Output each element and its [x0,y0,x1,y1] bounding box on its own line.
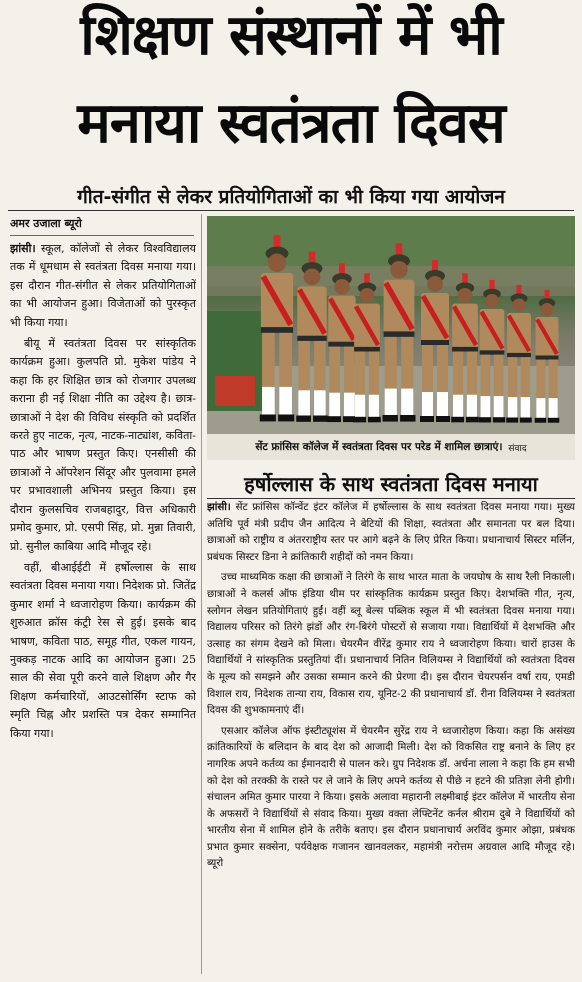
section-dateline: झांसी। [207,502,231,513]
section-paragraph-3: एसआर कॉलेज ऑफ इंस्टीट्यूशंस में चेयरमैन सुरेंद्र राय ने ध्वजारोहण किया। कहा कि असंख्य क्रांतिकारियों के बलिदान के बाद देश को आजादी मिली। देश को विकसित राष्ट्र बनाने के लिए हर नागरिक अपने कर्तव्य का ईमानदारी से पालन करे। ग्रुप निदेशक डॉ. अर्चना लाला ने कहा कि हम सभी को देश को तरक्की के रास्ते पर ले जाने के लिए अपने कर्तव्य से पीछे न हटने की प्रतिज्ञा लेनी होगी। संचालन अमित कुमार पारया ने किया। इसके अलावा महारानी लक्ष्मीबाई इंटर कॉलेज में भारतीय सेना के अफसरों ने विद्यार्थियों से संवाद किया। मुख्य वक्ता लेफ्टिनेंट कर्नल श्रीराम दुबे ने विद्यार्थियों को भारतीय सेना में शामिल होने के तरीके बताए। इस दौरान प्रधानाचार्य अरविंद कुमार ओझा, प्रबंधक प्रभात कुमार सक्सेना, पर्यवेक्षक गजानन खानवलकर, महामंत्री नरोत्तम अग्रवाल आदि मौजूद रहे। ब्यूरो [207,725,575,870]
left-paragraph-1 [10,240,196,332]
left-paragraph-2: बीयू में स्वतंत्रता दिवस पर सांस्कृतिक कार्यक्रम हुआ। कुलपति प्रो. मुकेश पांडेय ने कहा कि हर शिक्षित छात्र को रोजगार उपलब्ध कराना ही नई शिक्षा नीति का उद्देश्य है। छात्र-छात्राओं ने देश की विविध संस्कृति को प्रदर्शित करते हुए नाटक, नृत्य, नाटक-नाट्यांश, कविता-पाठ और भाषण प्रस्तुत किए। एनसीसी की छात्राओं ने ऑपरेशन सिंदूर और पुलवामा हमले पर प्रभावशाली अभिनय प्रस्तुत किया। इस दौरान कुलसचिव राजबहादुर, वित्त अधिकारी प्रमोद कुमार, प्रो. एसपी सिंह, प्रो. मुन्ना तिवारी, प्रो. सुनील काबिया आदि मौजूद रहे। [10,337,196,553]
byline: अमर उजाला ब्यूरो [10,217,82,230]
header-rule [8,210,574,211]
headline-line-1: शिक्षण संस्थानों में भी [80,3,502,68]
parade-photo [207,216,575,434]
left-paragraph-3: वहीं, बीआईईटी में हर्षोल्लास के साथ स्वतंत्रता दिवस मनाया गया। निदेशक प्रो. जितेंद्र कुमार शर्मा ने ध्वजारोहण किया। कार्यक्रम की शुरुआत क्रॉस कंट्री रेस से हुई। इसके बाद भाषण, कविता पाठ, समूह गीत, एकल गायन, नुक्कड़ नाटक आदि का आयोजन हुआ। 25 साल की सेवा पूरी करने वाले शिक्षण और गैर शिक्षण कर्मचारियों, आउटसोर्सिंग स्टाफ को स्मृति चिह्न और प्रशस्ति पत्र देकर सम्मानित किया गया। [10,560,196,740]
section-heading: हर्षोल्लास के साथ स्वतंत्रता दिवस मनाया [244,472,538,496]
section-paragraph-1-text: सेंट फ्रांसिस कॉन्वेंट इंटर कॉलेज में हर्षोल्लास के साथ स्वतंत्रता दिवस मनाया गया। मुख्य अतिथि पूर्व मंत्री प्रदीप जैन आदित्य ने बेटियों की शिक्षा, स्वतंत्रता और समानता पर बल दिया। छात्राओं को राष्ट्रीय व अंतरराष्ट्रीय स्तर पर आगे बढ़ने के लिए प्रेरित किया। प्रधानाचार्य सिस्टर मर्लिन, प्रबंधक सिस्टर डिना ने क्रांतिकारी शहीदों को नमन किया। [207,502,575,563]
section-paragraph-1 [207,500,575,566]
flower-pot [215,376,255,406]
photo-caption [207,434,575,460]
section-rule [207,498,575,499]
left-paragraph-1-text: स्कूल, कॉलेजों से लेकर विश्वविद्यालय तक में धूमधाम से स्वतंत्रता दिवस मनाया गया। इस दौरान गीत-संगीत से लेकर प्रतियोगिताओं का भी आयोजन हुआ। विजेताओं को पुरस्कृत भी किया गया। [10,242,196,329]
subheadline: गीत-संगीत से लेकर प्रतियोगिताओं का भी किया गया आयोजन [77,186,505,208]
section-paragraph-2: उच्च माध्यमिक कक्षा की छात्राओं ने तिरंगे के साथ भारत माता के जयघोष के साथ रैली निकाली। छात्राओं ने कलर्स ऑफ इंडिया थीम पर सांस्कृतिक कार्यक्रम प्रस्तुत किए। देशभक्ति गीत, नृत्य, स्लोगन लेखन प्रतियोगिताएं हुईं। वहीं ब्लू बेल्स पब्लिक स्कूल में भी स्वतंत्रता दिवस मनाया गया। विद्यालय परिसर को तिरंगे झंडों और रंग-बिरंगे पोस्टरों से सजाया गया। विद्यार्थियों में देशभक्ति और उत्साह का संगम देखने को मिला। चेयरमैन वीरेंद्र कुमार राय ने ध्वजारोहण किया। चारों हाउस के विद्यार्थियों ने सांस्कृतिक प्रस्तुतियां दीं। प्रधानाचार्य नितिन विलियम्स ने विद्यार्थियों को स्वतंत्रता दिवस के मूल्य को समझने और उसका सम्मान करने की प्रेरणा दी। इस दौरान चेयरपर्सन वर्षा राय, एमडी विशाल राय, निदेशक तान्या राय, विकास राय, यूनिट-2 की प्रधानाचार्य डॉ. रीना विलियम्स ने स्वतंत्रता दिवस की शुभकामनाएं दीं। [207,572,575,717]
left-article-column [10,240,196,975]
dateline: झांसी। [10,242,36,255]
caption-credit: संवाद [508,443,527,454]
section-article-body [207,500,575,975]
byline-rule [10,235,194,236]
parade-illustration [207,216,575,434]
column-divider [201,214,202,974]
headline-line-2: मनाया स्वतंत्रता दिवस [77,91,505,156]
caption-text: सेंट फ्रांसिस कॉलेज में स्वतंत्रता दिवस पर परेड में शामिल छात्राएं। [255,441,503,453]
